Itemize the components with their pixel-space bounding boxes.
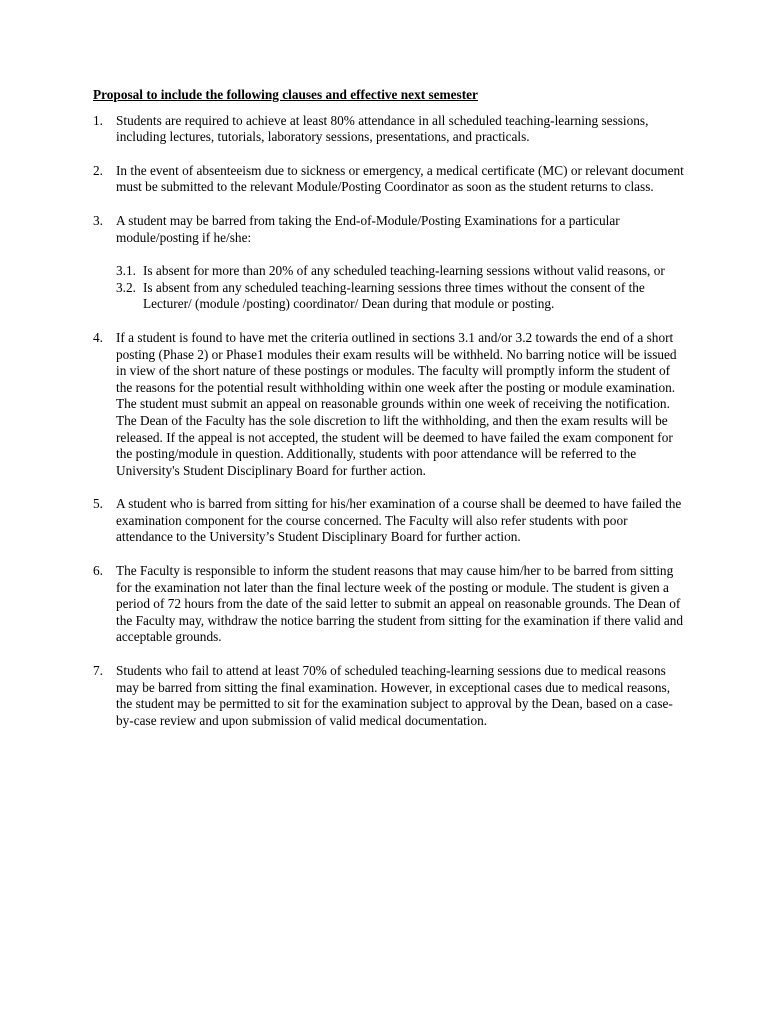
clause-5 xyxy=(93,496,684,546)
clause-6 xyxy=(93,563,684,646)
clause-body xyxy=(116,663,684,729)
clause-number: 2. xyxy=(93,162,103,178)
subclause-3-2 xyxy=(116,280,684,313)
clause-4 xyxy=(93,330,684,479)
clause-body xyxy=(116,563,684,646)
clause-body xyxy=(116,330,684,479)
clause-text: If a student is found to have met the criteria outlined in sections 3.1 and/or 3.2 towards the end of a short posting (Phase 2) or Phase1 modules their exam results will be withheld. No barring notice will be issued in view of the short nature of these postings or modules. The faculty will promptly inform the student of the reasons for the potential result withholding within one week after the posting or module examination. The student must submit an appeal on reasonable grounds within one week of receiving the notification. The Dean of the Faculty has the sole discretion to lift the withholding, and then the exam results will be released. If the appeal is not accepted, the student will be deemed to have failed the exam component for the posting/module in question. Additionally, students with poor attendance will be referred to the University's Student Disciplinary Board for further action. xyxy=(116,329,677,478)
clause-number: 7. xyxy=(93,663,103,679)
clause-2 xyxy=(93,163,684,196)
clause-number: 3. xyxy=(93,212,103,228)
clause-7 xyxy=(93,663,684,729)
clause-body xyxy=(116,496,684,546)
clause-body xyxy=(116,163,684,196)
clause-text: Students are required to achieve at least 80% attendance in all scheduled teaching-learning sessions, including lectures, tutorials, laboratory sessions, presentations, and practicals. xyxy=(116,112,649,145)
subclause-number: 3.2. xyxy=(116,279,136,295)
clause-1 xyxy=(93,113,684,146)
clause-number: 6. xyxy=(93,563,103,579)
clause-body xyxy=(116,113,684,146)
document-title: Proposal to include the following clauses and effective next semester xyxy=(93,87,478,102)
clause-text: A student may be barred from taking the End-of-Module/Posting Examinations for a particular module/posting if he/she: xyxy=(116,212,620,245)
clause-text: Students who fail to attend at least 70% of scheduled teaching-learning sessions due to medical reasons may be barred from sitting the final examination. However, in exceptional cases due to medical reasons, the student may be permitted to sit for the examination subject to approval by the Dean, based on a case-by-case review and upon submission of valid medical documentation. xyxy=(116,663,673,728)
clause-text: In the event of absenteeism due to sickness or emergency, a medical certificate (MC) or relevant document must be submitted to the relevant Module/Posting Coordinator as soon as the student returns to class. xyxy=(116,162,684,195)
clause-number: 4. xyxy=(93,329,103,345)
clause-text: A student who is barred from sitting for his/her examination of a course shall be deemed to have failed the examination component for the course concerned. The Faculty will also refer students with poor attendance to the University’s Student Disciplinary Board for further action. xyxy=(116,496,682,545)
clause-text: The Faculty is responsible to inform the student reasons that may cause him/her to be barred from sitting for the examination not later than the final lecture week of the posting or module. The student is given a period of 72 hours from the date of the said letter to submit an appeal on reasonable grounds. The Dean of the Faculty may, withdraw the notice barring the student from sitting for the examination if there valid and acceptable grounds. xyxy=(116,563,684,645)
subclause-3-1 xyxy=(116,263,684,280)
clause-body xyxy=(116,213,684,313)
subclause-list xyxy=(116,263,684,313)
clause-3 xyxy=(93,213,684,313)
subclause-number: 3.1. xyxy=(116,263,136,279)
clause-number: 1. xyxy=(93,112,103,128)
clause-number: 5. xyxy=(93,496,103,512)
subclause-text: Is absent for more than 20% of any scheduled teaching-learning sessions without valid reasons, or xyxy=(143,263,665,279)
subclause-text: Is absent from any scheduled teaching-learning sessions three times without the consent of the Lecturer/ (module /posting) coordinator/ Dean during that module or posting. xyxy=(143,279,645,312)
